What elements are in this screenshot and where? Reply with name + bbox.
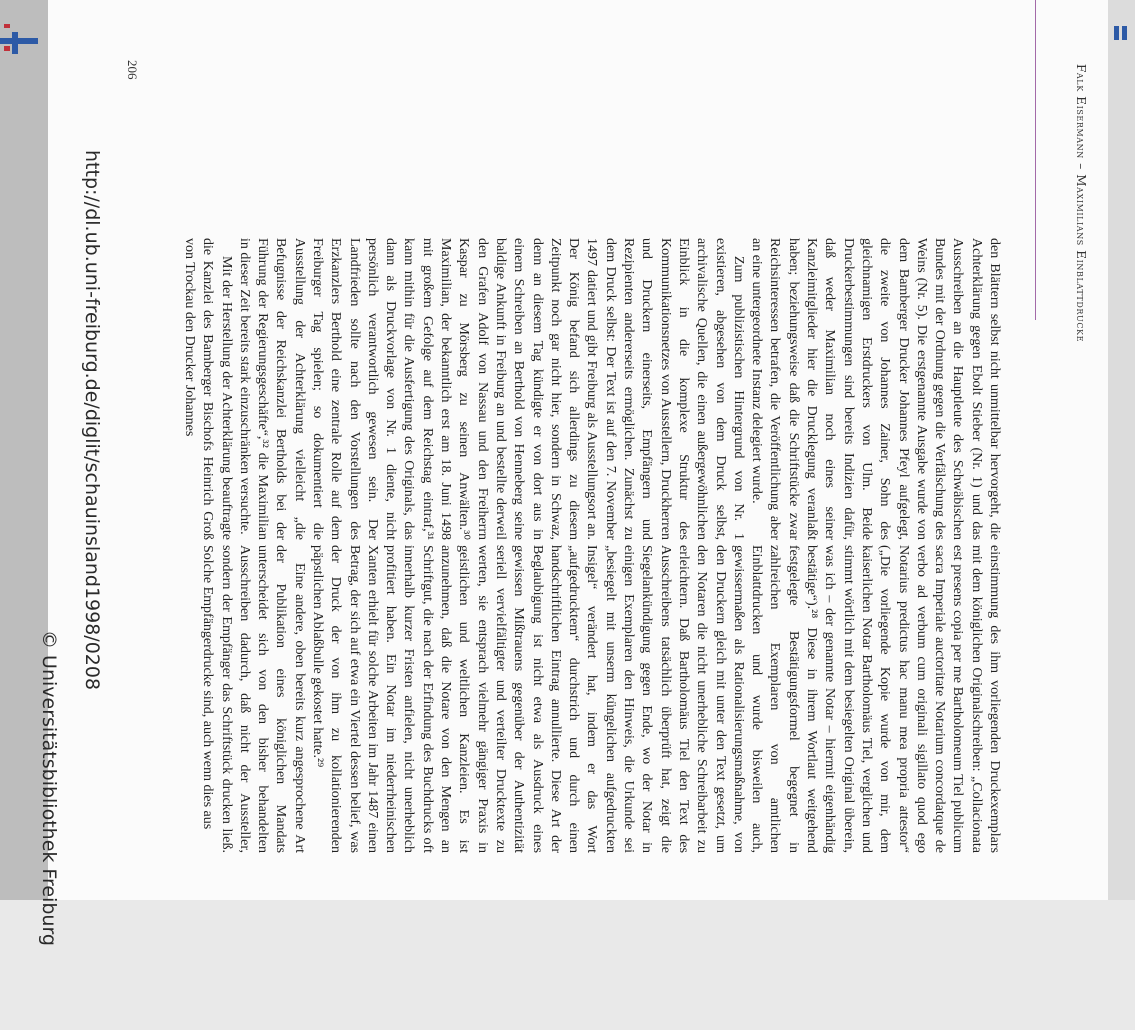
copyright-notice: © Universitätsbibliothek Freiburg xyxy=(38,630,60,946)
page-number: 206 xyxy=(125,60,140,80)
paragraph: einstimmung des ihm vorliegenden Druckexemplars mit dem königlichen Originalschreiben: „Collacionata est presens copia per me Bartholomeum Tiel publicum sacra Imperiale auctoritate Notarium concordatque de verbo ad verbum cum originali sigillato quod ego Notarius predictus hac manu mea propria attestor“ („Die vorliegende Kopie wurde von mir, dem kaiserlichen Notar Bartholomäus Tiel, verglichen und stimmt wörtlich mit dem besiegelten Original überein, was ich – der genannte Notar – hiermit eigenhändig bestätige“).²⁸ Diese in ihrem Wortlaut weitgehend festgelegte Bestätigungsformel begegnet in zahlreichen Exemplaren von amtlichen Einblattdrucken und wurde bisweilen auch, gewissermaßen als Rationalisierungsmaßnahme, von den Druckern gleich mit unter den Text gesetzt, um den Notaren die nicht unerhebliche Schreibarbeit zu erleichtern. Daß Bartholomäus Tiel den Text des Ausschreibens tatsächlich überprüft hat, zeigt die Siegelankündigung gegen Ende, wo der Notar in einigen Exemplaren den Hinweis, die Urkunde sei „besiegelt mit unserm küngelichen aufgedruckten Insigel“ verändert hat, indem er das Wort „aufgedrucktem“ durchstrich und durch einen handschriftlichen Eintrag annullierte. Diese Art der Beglaubigung ist nicht etwa als Ausdruck eines gewissen Mißtrauens gegenüber der Authentizität seriell vervielfältigter und verteilter Drucktexte zu werten, sie entsprach vielmehr gängiger Praxis in geistlichen und weltlichen Kanzleien. Es ist anzunehmen, daß die Notare von den Mengen an Schriftgut, die nach der Erfindung des Buchdrucks oft innerhalb kurzer Fristen anfielen, nicht unerheblich profitiert haben. Ein Notar im niederrheinischen Xanten erhielt für solche Arbeiten im Jahr 1487 einen Betrag, der sich auf etwa ein Viertel dessen belief, was der Druck der von ihm zu kollationierenden päpstlichen Ablaßbulle gekostet hatte.²⁹ xyxy=(310,545,1002,853)
paragraph: Zum publizistischen Hintergrund von Nr. 1 existieren, abgesehen von dem Druck selbst, archivalische Quellen, die einen außergewöhnlichen Einblick in die komplexe Struktur des Kommunikationsnetzes von Ausstellern, Druckherren und Druckern einerseits, Empfängern und Rezipienten andererseits ermöglichen. Zunächst zu dem Druck selbst: Der Text ist auf den 7. November 1497 datiert und gibt Freiburg als Ausstellungsort an. Der König befand sich allerdings zu diesem Zeitpunkt noch gar nicht hier, sondern in Schwaz, denn an diesem Tag kündigte er von dort aus in einem Schreiben an Berthold von Henneberg seine baldige Ankunft in Freiburg an und bestellte derweil den Grafen Adolf von Nassau und den Freiherrn Kaspar zu Mörsberg zu seinen Anwälten.³⁰ Maximilian, der bekanntlich erst am 18. Juni 1498 mit großem Gefolge auf dem Reichstag eintraf,³¹ kann mithin für die Ausfertigung des Originals, das dann als Druckvorlage von Nr. 1 diente, nicht persönlich verantwortlich gewesen sein. Der Landfrieden sollte nach den Vorstellungen des Erzkanzlers Berthold eine zentrale Rolle auf dem Freiburger Tag spielen; so dokumentiert die Ausstellung der Achterklärung vielleicht „die Befugnisse der Reichskanzlei Bertholds bei der Führung der Regierungsgeschäfte“,³² die Maximilian in dieser Zeit bereits stark einzuschränken versuchte. xyxy=(236,238,746,540)
text-column-left xyxy=(200,545,1003,853)
right-margin-strip xyxy=(1108,0,1135,900)
library-logo-icon xyxy=(0,22,40,58)
paragraph: Eine andere, oben bereits kurz angesprochene Art der Publikation eines königlichen Mandats unterscheidet sich von den bisher behandelten Ausschreiben dadurch, daß nicht der Aussteller, sondern der Empfänger das Schriftstück drucken ließ. Solche Empfängerdrucke sind, auch wenn dies aus xyxy=(200,545,307,853)
library-logo-small-icon xyxy=(1112,24,1130,42)
paragraph: den Blättern selbst nicht unmittelbar hervorgeht, die Achterklärung gegen Ebolt Stieber (Nr. 1) und das Ausschreiben an die Hauptleute des Schwäbischen Bundes mit der Ordnung gegen die Verfälschung des Weins (Nr. 5). Die erstgenannte Ausgabe wurde von dem Bamberger Drucker Johannes Pfeyl aufgelegt, die zweite von Johannes Zainer, Sohn des gleichnamigen Erstdruckers von Ulm. Beide Druckerbestimmungen sind bereits Indizien dafür, daß weder Maximilian noch eines seiner Kanzleimitglieder hier die Drucklegung veranlaßt haben; beziehungsweise daß die Schriftstücke zwar Reichsinteressen betrafen, die Veröffentlichung aber an eine untergeordnete Instanz delegiert wurde. xyxy=(749,238,1002,540)
rotated-page-content xyxy=(38,0,1108,946)
paragraph: Mit der Herstellung der Achterklärung beauftragte die Kanzlei des Bamberger Bischofs Heinrich Groß von Trockau den Drucker Johannes xyxy=(181,238,234,540)
text-column-right xyxy=(181,238,1003,540)
running-head: Falk Eisermann – Maximilians Einblattdrucke xyxy=(1074,64,1088,343)
watermark-url: http://dl.ub.uni-freiburg.de/diglit/schauinsland1998/0208 xyxy=(81,150,103,691)
header-rule xyxy=(1035,0,1036,320)
